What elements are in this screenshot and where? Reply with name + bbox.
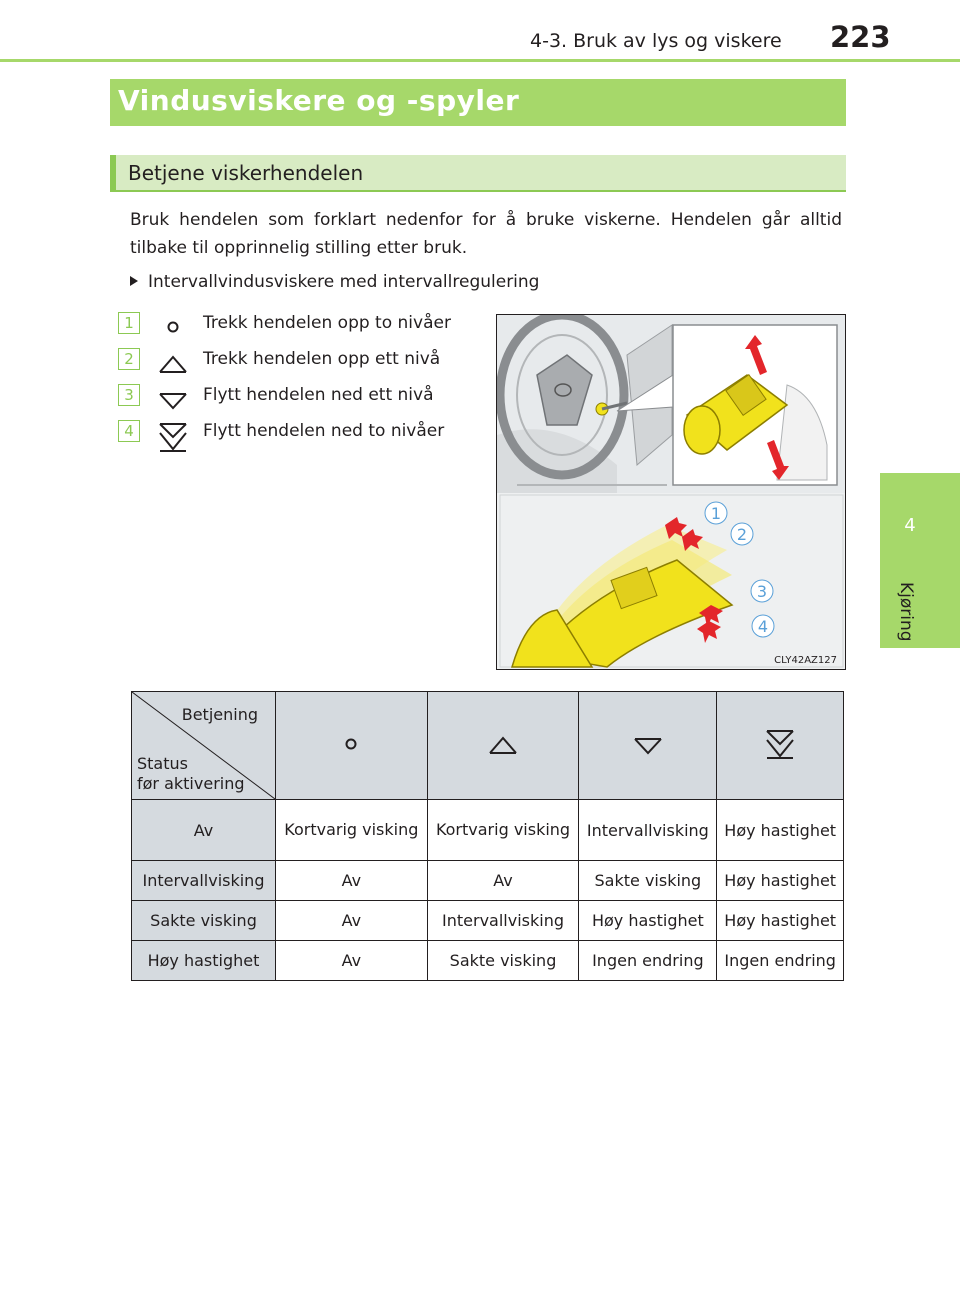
- bullet-text: Intervallvindusviskere med intervallregulering: [148, 272, 540, 292]
- section-title: Vindusviskere og -spyler: [118, 84, 520, 117]
- wiper-operation-table: [131, 691, 844, 981]
- corner-operation-label: Betjening: [181, 705, 258, 724]
- table-cell: Av: [276, 901, 428, 941]
- bullet-heading: [130, 272, 539, 292]
- status-cell: Intervallvisking: [132, 861, 276, 901]
- operation-number: 1: [118, 312, 140, 334]
- table-cell: Ingen endring: [579, 941, 717, 981]
- header-rule: [0, 59, 960, 62]
- table-cell: Av: [276, 861, 428, 901]
- header-up-cell: [427, 692, 579, 800]
- bullet-arrow-icon: [130, 276, 138, 286]
- operation-number: 4: [118, 420, 140, 442]
- circle-icon: [156, 312, 190, 342]
- illustration-drawing: [497, 315, 846, 670]
- table-row: [132, 941, 844, 981]
- figure-callout-1: 1: [710, 504, 722, 523]
- status-cell: Sakte visking: [132, 901, 276, 941]
- subsection-title: Betjene viskerhendelen: [128, 161, 364, 185]
- subsection-accent: [110, 155, 116, 192]
- table-cell: Ingen endring: [717, 941, 844, 981]
- operation-text: Flytt hendelen ned to nivåer: [203, 421, 445, 441]
- figure-callout-4: 4: [757, 617, 769, 636]
- table-cell: Kortvarig visking: [427, 800, 579, 861]
- triangle-down-icon: [156, 384, 190, 414]
- table-cell: Høy hastighet: [579, 901, 717, 941]
- table-cell: Høy hastighet: [717, 901, 844, 941]
- triangle-down-icon: [631, 729, 665, 759]
- table-cell: Av: [427, 861, 579, 901]
- table-row: [132, 861, 844, 901]
- operation-text: Trekk hendelen opp ett nivå: [203, 349, 441, 369]
- table-cell: Høy hastighet: [717, 800, 844, 861]
- status-cell: Høy hastighet: [132, 941, 276, 981]
- table-cell: Sakte visking: [427, 941, 579, 981]
- triangle-up-icon: [486, 729, 520, 759]
- table-row: [132, 800, 844, 861]
- operation-text: Flytt hendelen ned ett nivå: [203, 385, 434, 405]
- chapter-number: 4: [904, 515, 916, 536]
- chapter-side-tab: [880, 473, 960, 648]
- table-cell: Av: [276, 941, 428, 981]
- table-cell: Intervallvisking: [427, 901, 579, 941]
- table-cell: Intervallvisking: [579, 800, 717, 861]
- corner-status-label: Status før aktivering: [137, 754, 245, 793]
- operation-number: 2: [118, 348, 140, 370]
- figure-code: CLY42AZ127: [774, 655, 837, 666]
- chapter-section-title: 4-3. Bruk av lys og viskere: [530, 30, 782, 52]
- circle-icon: [334, 729, 368, 759]
- chapter-label: Kjøring: [896, 582, 916, 642]
- triangle-up-icon: [156, 348, 190, 378]
- intro-paragraph: Bruk hendelen som forklart nedenfor for å bruke viskerne. Hendelen går alltid tilbake til opprinnelig stilling etter bruk.: [130, 210, 842, 258]
- double-triangle-down-icon: [763, 727, 797, 761]
- header-circle-cell: [276, 692, 428, 800]
- table-cell: Kortvarig visking: [276, 800, 428, 861]
- figure-callout-3: 3: [756, 582, 768, 601]
- table-header-row: [132, 692, 844, 800]
- operation-number: 3: [118, 384, 140, 406]
- table-corner-cell: [132, 692, 276, 800]
- page-number: 223: [830, 20, 891, 54]
- header-double-down-cell: [717, 692, 844, 800]
- table-cell: Høy hastighet: [717, 861, 844, 901]
- operation-text: Trekk hendelen opp to nivåer: [203, 313, 451, 333]
- table-cell: Sakte visking: [579, 861, 717, 901]
- figure-callout-2: 2: [736, 525, 748, 544]
- header-down-cell: [579, 692, 717, 800]
- wiper-lever-illustration: [496, 314, 846, 670]
- double-triangle-down-icon: [156, 420, 190, 454]
- table-row: [132, 901, 844, 941]
- status-cell: Av: [132, 800, 276, 861]
